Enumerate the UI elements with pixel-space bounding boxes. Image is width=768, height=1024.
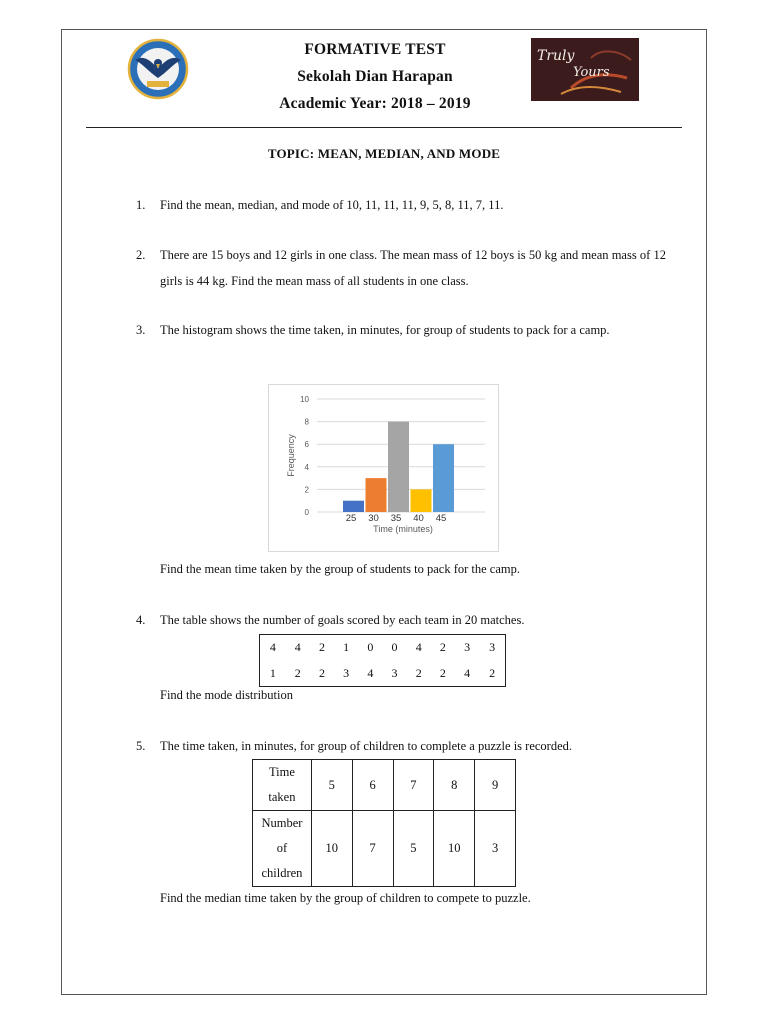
histogram-chart — [268, 384, 499, 552]
table-cell: 10 — [311, 811, 352, 887]
table-cell: 4 — [294, 640, 301, 655]
question-3-instruction: Find the mean time taken by the group of students to pack for the camp. — [160, 562, 520, 576]
table-cell: 4 — [269, 640, 276, 655]
test-title: FORMATIVE TEST — [304, 41, 446, 58]
table-cell: 7 — [352, 811, 393, 887]
table-cell: 1 — [269, 665, 276, 680]
table-cell: 3 — [489, 640, 496, 655]
row-header-time: Time taken — [253, 760, 312, 811]
bar-45 — [433, 444, 454, 512]
table-cell: 6 — [352, 760, 393, 811]
puzzle-table — [252, 759, 516, 887]
bar-30 — [366, 478, 387, 512]
question-number: 1. — [136, 198, 146, 212]
svg-text:Yours: Yours — [573, 65, 610, 80]
x-tick-label: 40 — [413, 513, 424, 524]
x-tick-label: 35 — [390, 513, 402, 524]
question-4-instruction: Find the mode distribution — [160, 688, 293, 702]
table-cell: 0 — [391, 640, 398, 655]
question-text: Find the mean, median, and mode of 10, 11, 11, 11, 9, 5, 8, 11, 7, 11. — [160, 198, 504, 212]
histogram-svg — [269, 385, 500, 553]
table-cell: 2 — [489, 665, 496, 680]
table-row — [253, 811, 516, 887]
table-cell: 7 — [393, 760, 434, 811]
bar-25 — [343, 501, 364, 512]
table-cell: 4 — [415, 640, 422, 655]
table-cell: 2 — [415, 665, 422, 680]
question-3 — [136, 317, 666, 343]
goals-table — [259, 634, 506, 687]
topic-heading: TOPIC: MEAN, MEDIAN, AND MODE — [267, 146, 501, 161]
question-text: The time taken, in minutes, for group of children to complete a puzzle is recorded. — [160, 739, 573, 753]
table-cell: 3 — [391, 665, 398, 680]
table-cell: 5 — [393, 811, 434, 887]
table-row — [253, 760, 516, 811]
question-number: 2. — [136, 248, 146, 262]
question-4 — [136, 607, 666, 633]
y-tick-label: 8 — [304, 417, 309, 427]
bar-35 — [388, 422, 409, 512]
x-tick-label: 45 — [435, 513, 447, 524]
table-cell: 9 — [475, 760, 516, 811]
header-rule — [86, 127, 682, 128]
question-number: 3. — [136, 323, 146, 337]
table-cell: 2 — [439, 665, 446, 680]
table-cell: 3 — [343, 665, 350, 680]
svg-text:Truly: Truly — [537, 48, 575, 64]
question-text: The histogram shows the time taken, in minutes, for group of students to pack for a camp. — [160, 323, 610, 337]
table-cell: 4 — [464, 665, 471, 680]
table-cell: 0 — [367, 640, 374, 655]
x-tick-label: 30 — [368, 513, 379, 524]
x-tick-label: 25 — [345, 513, 357, 524]
y-axis-label: Frequency — [286, 434, 296, 477]
question-text: The table shows the number of goals scored by each team in 20 matches. — [160, 613, 525, 627]
y-tick-label: 4 — [304, 462, 309, 472]
truly-yours-logo — [531, 38, 639, 101]
table-cell: 10 — [434, 811, 475, 887]
question-5-instruction: Find the median time taken by the group of children to compete to puzzle. — [160, 891, 531, 905]
question-text: There are 15 boys and 12 girls in one class. The mean mass of 12 boys is 50 kg and mean mass of 12 girls is 44 kg. Find the mean mass of all students in one class. — [160, 248, 666, 288]
table-cell: 5 — [311, 760, 352, 811]
header — [240, 36, 510, 117]
table-cell: 1 — [343, 640, 350, 655]
y-tick-label: 10 — [300, 395, 309, 404]
table-cell: 2 — [318, 640, 325, 655]
y-tick-label: 6 — [304, 440, 309, 450]
question-number: 4. — [136, 613, 146, 627]
y-tick-label: 2 — [304, 485, 309, 495]
table-cell: 3 — [475, 811, 516, 887]
school-name: Sekolah Dian Harapan — [297, 68, 453, 85]
table-cell: 3 — [464, 640, 471, 655]
table-cell: 8 — [434, 760, 475, 811]
academic-year: Academic Year: 2018 – 2019 — [279, 95, 471, 112]
question-2 — [136, 242, 666, 294]
table-cell: 2 — [439, 640, 446, 655]
table-cell: 2 — [294, 665, 301, 680]
table-cell: 2 — [318, 665, 325, 680]
school-logo — [127, 38, 189, 100]
table-cell: 4 — [367, 665, 374, 680]
row-header-children: Number of children — [253, 811, 312, 887]
question-1 — [136, 192, 666, 218]
question-5 — [136, 733, 666, 759]
question-number: 5. — [136, 739, 146, 753]
table-row — [260, 661, 506, 687]
x-axis-label: Time (minutes) — [373, 524, 433, 534]
bar-40 — [411, 489, 432, 512]
y-tick-label: 0 — [304, 508, 309, 517]
table-row — [260, 635, 506, 661]
